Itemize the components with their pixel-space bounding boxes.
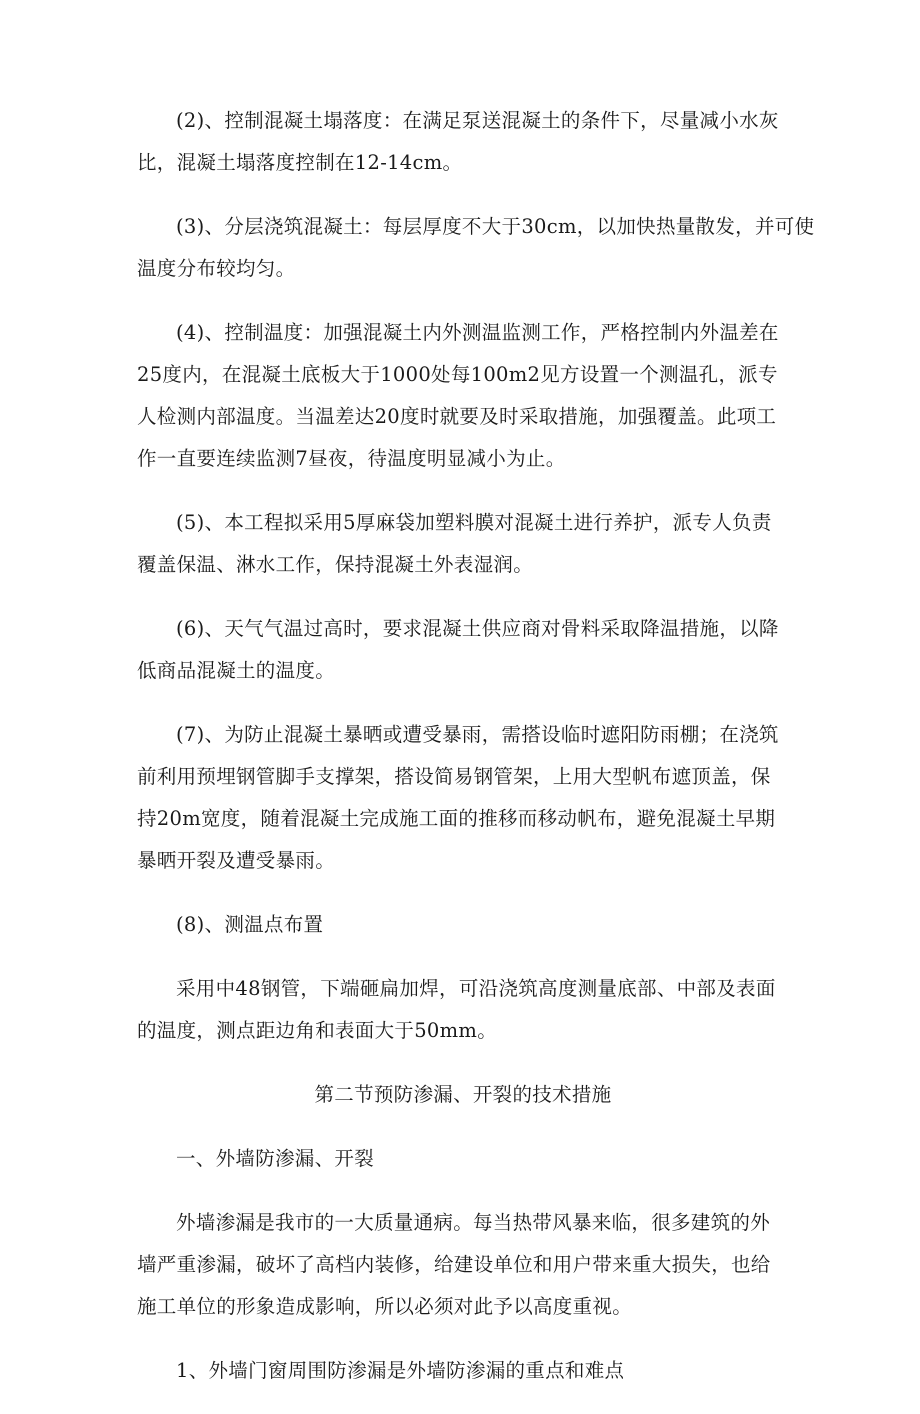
paragraph-slump-control: [137, 100, 789, 184]
text-line: 施工单位的形象造成影响，所以必须对此予以高度重视。: [137, 1295, 633, 1318]
paragraph-measuring-points-heading: [137, 904, 789, 946]
text-line: (2)、控制混凝土塌落度：在满足泵送混凝土的条件下，尽量减小水灰: [176, 109, 779, 132]
text-line: 低商品混凝土的温度。: [137, 659, 336, 682]
subheading-exterior-wall: [137, 1138, 789, 1180]
text-line: (4)、控制温度：加强混凝土内外测温监测工作，严格控制内外温差在: [176, 321, 779, 344]
text-line: 比，混凝土塌落度控制在12-14cm。: [137, 151, 463, 174]
text-line: (5)、本工程拟采用5厚麻袋加塑料膜对混凝土进行养护，派专人负责: [176, 511, 772, 534]
text-line: 前利用预埋钢管脚手支撑架，搭设简易钢管架，上用大型帆布遮顶盖，保: [137, 765, 771, 788]
text-line: (8)、测温点布置: [176, 913, 324, 936]
paragraph-sun-rain-shelter: [137, 714, 789, 882]
paragraph-measuring-points: [137, 968, 789, 1052]
document-page: [137, 100, 815, 1414]
text-line: 的温度，测点距边角和表面大于50mm。: [137, 1019, 497, 1042]
text-line: 墙严重渗漏，破坏了高档内装修，给建设单位和用户带来重大损失，也给: [137, 1253, 771, 1276]
text-line: 温度分布较均匀。: [137, 257, 296, 280]
text-line: 作一直要连续监测7昼夜，待温度明显减小为止。: [137, 447, 566, 470]
paragraph-high-temperature: [137, 608, 789, 692]
paragraph-temperature-control: [137, 312, 789, 480]
text-line: 一、外墙防渗漏、开裂: [176, 1147, 375, 1170]
text-line: 暴晒开裂及遭受暴雨。: [137, 849, 336, 872]
text-line: 覆盖保温、淋水工作，保持混凝土外表湿润。: [137, 553, 534, 576]
section-heading: 第二节预防渗漏、开裂的技术措施: [314, 1083, 612, 1106]
text-line: 持20m宽度，随着混凝土完成施工面的推移而移动帆布，避免混凝土早期: [137, 807, 776, 830]
text-line: (3)、分层浇筑混凝土：每层厚度不大于30cm，以加快热量散发，并可使: [176, 215, 815, 238]
text-line: 外墙渗漏是我市的一大质量通病。每当热带风暴来临，很多建筑的外: [176, 1211, 771, 1234]
text-line: 1、外墙门窗周围防渗漏是外墙防渗漏的重点和难点: [176, 1359, 625, 1382]
text-line: 采用中48钢管，下端砸扁加焊，可沿浇筑高度测量底部、中部及表面: [176, 977, 776, 1000]
text-line: (6)、天气气温过高时，要求混凝土供应商对骨料采取降温措施，以降: [176, 617, 779, 640]
paragraph-layered-pouring: [137, 206, 815, 290]
point-door-window-leakage: [137, 1350, 789, 1392]
paragraph-exterior-wall-leakage: [137, 1202, 789, 1328]
text-line: 25度内，在混凝土底板大于1000处每100m2见方设置一个测温孔，派专: [137, 363, 778, 386]
text-line: (7)、为防止混凝土暴晒或遭受暴雨，需搭设临时遮阳防雨棚；在浇筑: [176, 723, 779, 746]
paragraph-curing: [137, 502, 789, 586]
text-line: 人检测内部温度。当温差达20度时就要及时采取措施，加强覆盖。此项工: [137, 405, 777, 428]
